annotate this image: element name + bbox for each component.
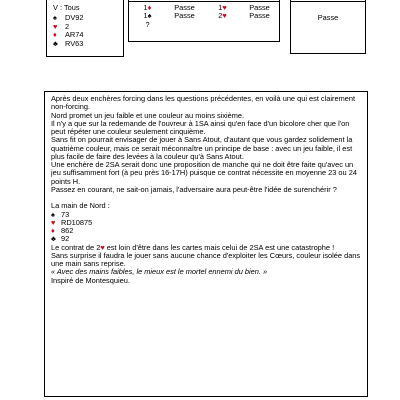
- spade-icon: ♠: [53, 13, 57, 22]
- paragraph: Après deux enchères forcing dans les questions précédentes, en voilà une qui est clairement non-forcing.: [51, 94, 356, 112]
- heart-icon: ♥: [51, 217, 56, 227]
- contract-pre: Le contrat de 2: [51, 242, 101, 252]
- paragraph: Une enchère de 2SA serait donc une proposition de manche qui ne doit être faite qu'avec un jeu suffisamment fort (à peu près 16-17H) puisque ce contrat nécessite en moyenne 23 ou 24 points H.: [51, 160, 357, 186]
- hand-suit-cards: 2: [65, 21, 70, 31]
- commentary-text: [51, 95, 363, 285]
- hand-suit-cards: RV63: [65, 38, 84, 48]
- diamond-icon: ♦: [147, 3, 152, 12]
- answer-box: [290, 0, 366, 54]
- paragraph: Sans fit on pourrait envisager de jouer à Sans Atout, d'autant que vous gardez solidement la quatrième couleur, mais ce serait méconnaître un principe de base : avec un jeu faible, il est plus facile de faire des levées à la couleur qu'à Sans Atout.: [51, 135, 353, 161]
- west-hand-box: [46, 0, 124, 57]
- heart-icon: ♥: [222, 11, 227, 21]
- bidding-header-divider: [129, 1, 279, 2]
- bid-value: Passe: [249, 3, 270, 12]
- paragraph: Il n'y a que sur la redemande de l'ouvreur à 1SA ainsi qu'en face d'un bicolore cher que l'on peut répéter une couleur seulement cinquième.: [51, 118, 350, 136]
- vulnerability-label: V : Tous: [53, 3, 80, 12]
- north-suit-row: [51, 227, 363, 235]
- answer-divider: [291, 1, 365, 2]
- hand-suit-row: [53, 40, 84, 49]
- north-suit-cards: 73: [61, 209, 70, 219]
- paragraph: Passez en courant, ne sait-on jamais, l'adversaire aura peut-être l'idée de surenchérir ?: [51, 184, 337, 194]
- hand-suit-cards: DV92: [65, 13, 84, 22]
- bid-value: 1: [218, 3, 223, 12]
- club-icon: ♣: [53, 38, 58, 48]
- north-suit-row: [51, 219, 363, 227]
- spade-icon: ♠: [51, 209, 55, 219]
- north-hand-title: La main de Nord :: [51, 201, 110, 211]
- bid-value: Passe: [249, 11, 270, 21]
- bid-value: 1: [143, 3, 148, 12]
- north-suit-cards: RD10875: [61, 217, 93, 227]
- hand-cards: [53, 14, 84, 48]
- bid-value: Passe: [174, 11, 195, 21]
- bid-value: ?: [145, 19, 150, 29]
- quote: « Avec des mains faibles, le mieux est le mortel ennemi du bien. »: [51, 267, 268, 277]
- diamond-icon: ♦: [53, 30, 57, 40]
- bid-cell: [166, 12, 203, 20]
- answer-value: Passe: [317, 13, 339, 22]
- paragraphs: [51, 95, 363, 194]
- bid-cell: [241, 12, 278, 20]
- attribution: Inspiré de Montesquieu.: [51, 275, 130, 285]
- bid-value: 1: [143, 11, 148, 21]
- bidding-box: [128, 0, 280, 42]
- bid-cell: [129, 21, 166, 29]
- north-suit-cards: 862: [61, 226, 74, 235]
- spade-icon: ♠: [147, 11, 152, 21]
- diamond-icon: ♦: [51, 226, 55, 235]
- surprise-paragraph: Sans surprise il faudra le jouer sans aucune chance d'exploiter les Cœurs, couleur isolée dans une main sans reprise.: [51, 250, 361, 268]
- heart-icon: ♥: [53, 21, 58, 31]
- contract-post: est loin d'être dans les cartes mais celui de 2SA est une catastrophe !: [104, 242, 335, 252]
- north-hand: [51, 211, 363, 244]
- club-icon: ♣: [51, 234, 56, 244]
- bid-value: Passe: [174, 3, 195, 12]
- hand-suit-cards: AR74: [65, 30, 84, 40]
- heart-icon: ♥: [222, 3, 227, 12]
- bid-cell: [204, 12, 241, 20]
- paragraph: Nord promet un jeu faible et une couleur au moins sixième.: [51, 110, 245, 120]
- north-suit-row: [51, 211, 363, 219]
- north-suit-cards: 92: [61, 234, 70, 244]
- heart-suit-icon: ♥: [100, 242, 105, 252]
- commentary-box: [44, 91, 368, 397]
- bidding-header: [129, 0, 279, 1]
- bid-value: 2: [218, 11, 223, 21]
